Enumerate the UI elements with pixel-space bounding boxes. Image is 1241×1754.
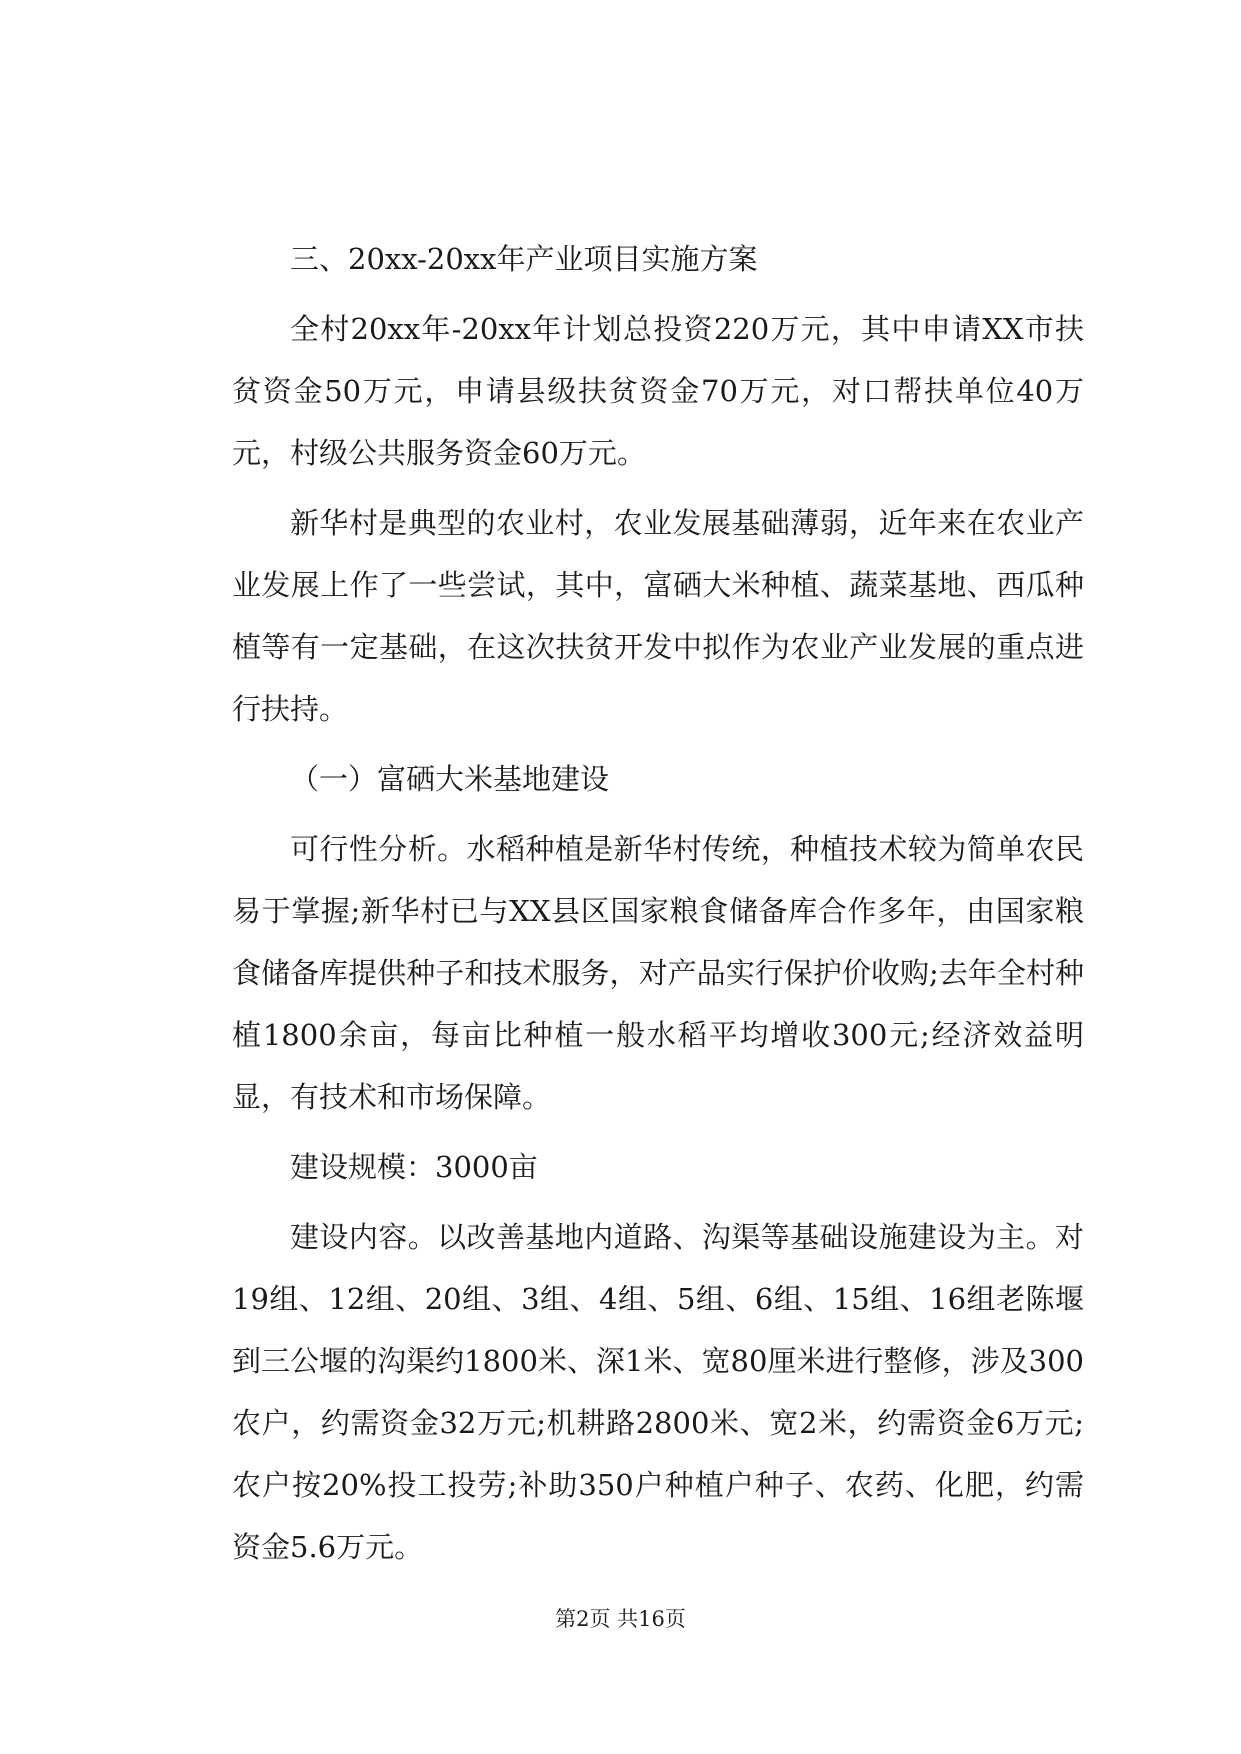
paragraph-content: 建设内容。以改善基地内道路、沟渠等基础设施建设为主。对19组、12组、20组、3组、4组、5组、6组、15组、16组老陈堰到三公堰的沟渠约1800米、深1米、宽80厘米进行整修，涉及300农户，约需资金32万元;机耕路2800米、宽2米，约需资金6万元;农户按20%投工投劳;补助350户种植户种子、农药、化肥，约需资金5.6万元。 <box>232 1220 1084 1564</box>
page-footer: 第2页 共16页 <box>555 1607 686 1631</box>
section-heading: 三、20xx-20xx年产业项目实施方案 <box>290 242 758 276</box>
document-body <box>232 228 1084 1586</box>
subsection-heading: （一）富硒大米基地建设 <box>290 762 610 796</box>
paragraph-investment: 全村20xx年-20xx年计划总投资220万元，其中申请XX市扶贫资金50万元，申请县级扶贫资金70万元，对口帮扶单位40万元，村级公共服务资金60万元。 <box>232 312 1084 470</box>
paragraph-feasibility: 可行性分析。水稻种植是新华村传统，种植技术较为简单农民易于掌握;新华村已与XX县区国家粮食储备库合作多年，由国家粮食储备库提供种子和技术服务，对产品实行保护价收购;去年全村种植1800余亩，每亩比种植一般水稻平均增收300元;经济效益明显，有技术和市场保障。 <box>232 832 1084 1114</box>
paragraph-scale: 建设规模：3000亩 <box>290 1150 538 1184</box>
paragraph-background: 新华村是典型的农业村，农业发展基础薄弱，近年来在农业产业发展上作了一些尝试，其中，富硒大米种植、蔬菜基地、西瓜种植等有一定基础，在这次扶贫开发中拟作为农业产业发展的重点进行扶持。 <box>232 506 1084 726</box>
